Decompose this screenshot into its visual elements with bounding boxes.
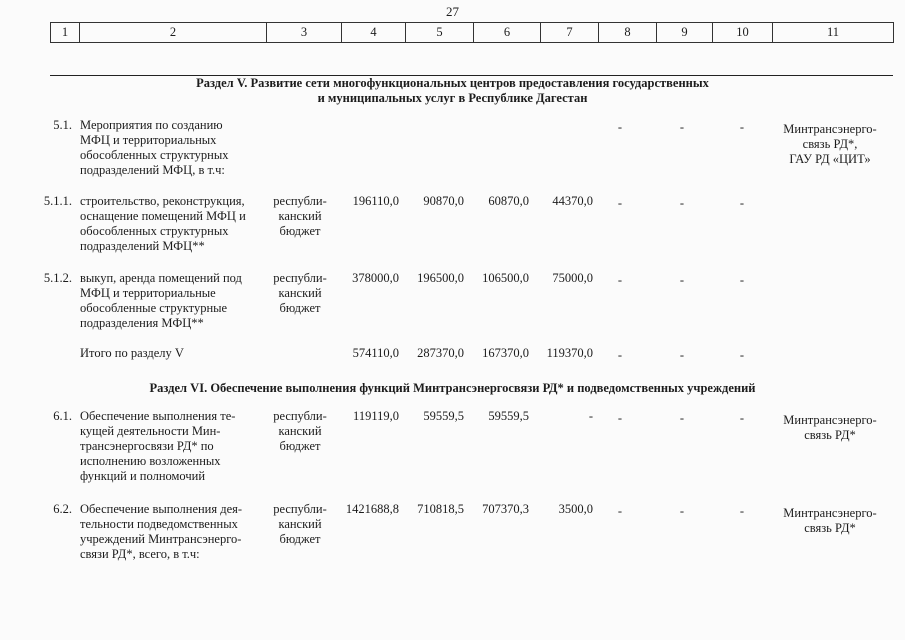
executor-line: Минтрансэнерго- — [783, 506, 877, 520]
amount-c5: 59559,5 — [423, 409, 464, 423]
dash-c10: - — [739, 411, 745, 425]
amount-c6: 106500,0 — [482, 271, 529, 285]
row-description-line: МФЦ и территориальных — [80, 133, 217, 147]
col-header-8: 8 — [599, 23, 657, 43]
row-description-line: Обеспечение выполнения дея- — [80, 502, 243, 516]
dash-c10: - — [739, 196, 745, 210]
funding-source-line: республи- — [273, 502, 327, 516]
row-description-line: подразделений МФЦ** — [80, 239, 205, 253]
row-description-line: Итого по разделу V — [80, 346, 184, 360]
funding-source-line: канский — [278, 209, 322, 223]
row-description-line: тельности подведомственных — [80, 517, 238, 531]
amount-c5: 196500,0 — [417, 271, 464, 285]
row-description-line: подразделений МФЦ, в т.ч: — [80, 163, 225, 177]
dash-c8: - — [617, 411, 623, 425]
section-5-title-line1: Раздел V. Развитие сети многофункциональных центров предоставления государственных — [196, 76, 709, 90]
row-description-line: кущей деятельности Мин- — [80, 424, 221, 438]
row-description-line: Обеспечение выполнения те- — [80, 409, 236, 423]
dash-c8: - — [617, 120, 623, 134]
dash-c8: - — [617, 504, 623, 518]
amount-c5: 287370,0 — [417, 346, 464, 360]
funding-source-line: республи- — [273, 409, 327, 423]
row-description-line: Мероприятия по созданию — [80, 118, 223, 132]
col-header-2: 2 — [80, 23, 267, 43]
funding-source-line: канский — [278, 424, 322, 438]
row-description-line: учреждений Минтрансэнерго- — [80, 532, 242, 546]
executor-line: Минтрансэнерго- — [783, 122, 877, 136]
row-number: 6.2. — [53, 502, 72, 516]
funding-source-line: бюджет — [279, 224, 321, 238]
row-description-line: оснащение помещений МФЦ и — [80, 209, 246, 223]
dash-c9: - — [679, 504, 685, 518]
amount-c7: 119370,0 — [546, 346, 593, 360]
dash-c9: - — [679, 196, 685, 210]
row-description-line: МФЦ и территориальные — [80, 286, 216, 300]
dash-c10: - — [739, 273, 745, 287]
row-number: 5.1.2. — [43, 271, 72, 285]
executor-line: ГАУ РД «ЦИТ» — [789, 152, 871, 166]
col-header-5: 5 — [406, 23, 474, 43]
row-description-line: исполнению возложенных — [80, 454, 221, 468]
row-description-line: подразделения МФЦ** — [80, 316, 204, 330]
executor-line: связь РД*, — [802, 137, 858, 151]
dash-c9: - — [679, 348, 685, 362]
col-header-3: 3 — [267, 23, 342, 43]
col-header-10: 10 — [713, 23, 773, 43]
amount-c4: 378000,0 — [352, 271, 399, 285]
row-description-line: функций и полномочий — [80, 469, 206, 483]
executor-line: Минтрансэнерго- — [783, 413, 877, 427]
dash-c8: - — [617, 196, 623, 210]
amount-c4: 196110,0 — [352, 194, 399, 208]
amount-c6: 59559,5 — [488, 409, 529, 423]
funding-source-line: республи- — [273, 194, 327, 208]
funding-source-line: республи- — [273, 271, 327, 285]
executor-line: связь РД* — [804, 428, 856, 442]
dash-c8: - — [617, 348, 623, 362]
col-header-1: 1 — [51, 23, 80, 43]
dash-c8: - — [617, 273, 623, 287]
col-header-7: 7 — [541, 23, 599, 43]
funding-source-line: канский — [278, 286, 322, 300]
row-description-line: выкуп, аренда помещений под — [80, 271, 242, 285]
amount-c4: 1421688,8 — [345, 502, 399, 516]
amount-c4: 119119,0 — [353, 409, 399, 423]
dash-c10: - — [739, 504, 745, 518]
dash-c10: - — [739, 348, 745, 362]
section-5-title-line2: и муниципальных услуг в Республике Дагестан — [317, 91, 588, 105]
amount-c6: 167370,0 — [482, 346, 529, 360]
dash-c9: - — [679, 120, 685, 134]
funding-source-line: бюджет — [279, 301, 321, 315]
row-description-line: связи РД*, всего, в т.ч: — [80, 547, 200, 561]
col-header-11: 11 — [773, 23, 894, 43]
dash-c9: - — [679, 273, 685, 287]
col-header-6: 6 — [474, 23, 541, 43]
row-number: 5.1.1. — [43, 194, 72, 208]
row-number: 6.1. — [53, 409, 72, 423]
amount-c7: 3500,0 — [558, 502, 593, 516]
amount-c4: 574110,0 — [352, 346, 399, 360]
amount-c5: 90870,0 — [423, 194, 464, 208]
amount-c6: 707370,3 — [482, 502, 529, 516]
row-number: 5.1. — [53, 118, 72, 132]
amount-c7: 75000,0 — [552, 271, 593, 285]
col-header-9: 9 — [657, 23, 713, 43]
amount-c7: 44370,0 — [552, 194, 593, 208]
executor-line: связь РД* — [804, 521, 856, 535]
dash-c9: - — [679, 411, 685, 425]
row-description-line: обособленных структурных — [80, 224, 229, 238]
funding-source-line: бюджет — [279, 439, 321, 453]
column-number-header — [50, 22, 894, 43]
row-description-line: строительство, реконструкция, — [80, 194, 245, 208]
funding-source-line: канский — [278, 517, 322, 531]
row-description-line: трансэнергосвязи РД* по — [80, 439, 214, 453]
row-description-line: обособленных структурных — [80, 148, 229, 162]
dash-c10: - — [739, 120, 745, 134]
amount-c6: 60870,0 — [488, 194, 529, 208]
col-header-4: 4 — [342, 23, 406, 43]
funding-source-line: бюджет — [279, 532, 321, 546]
row-description-line: обособленные структурные — [80, 301, 228, 315]
amount-c5: 710818,5 — [417, 502, 464, 516]
section-6-title: Раздел VI. Обеспечение выполнения функций Минтрансэнергосвязи РД* и подведомственных учреждений — [149, 381, 756, 395]
page-number: 27 — [446, 4, 459, 19]
amount-c7: - — [588, 409, 593, 423]
